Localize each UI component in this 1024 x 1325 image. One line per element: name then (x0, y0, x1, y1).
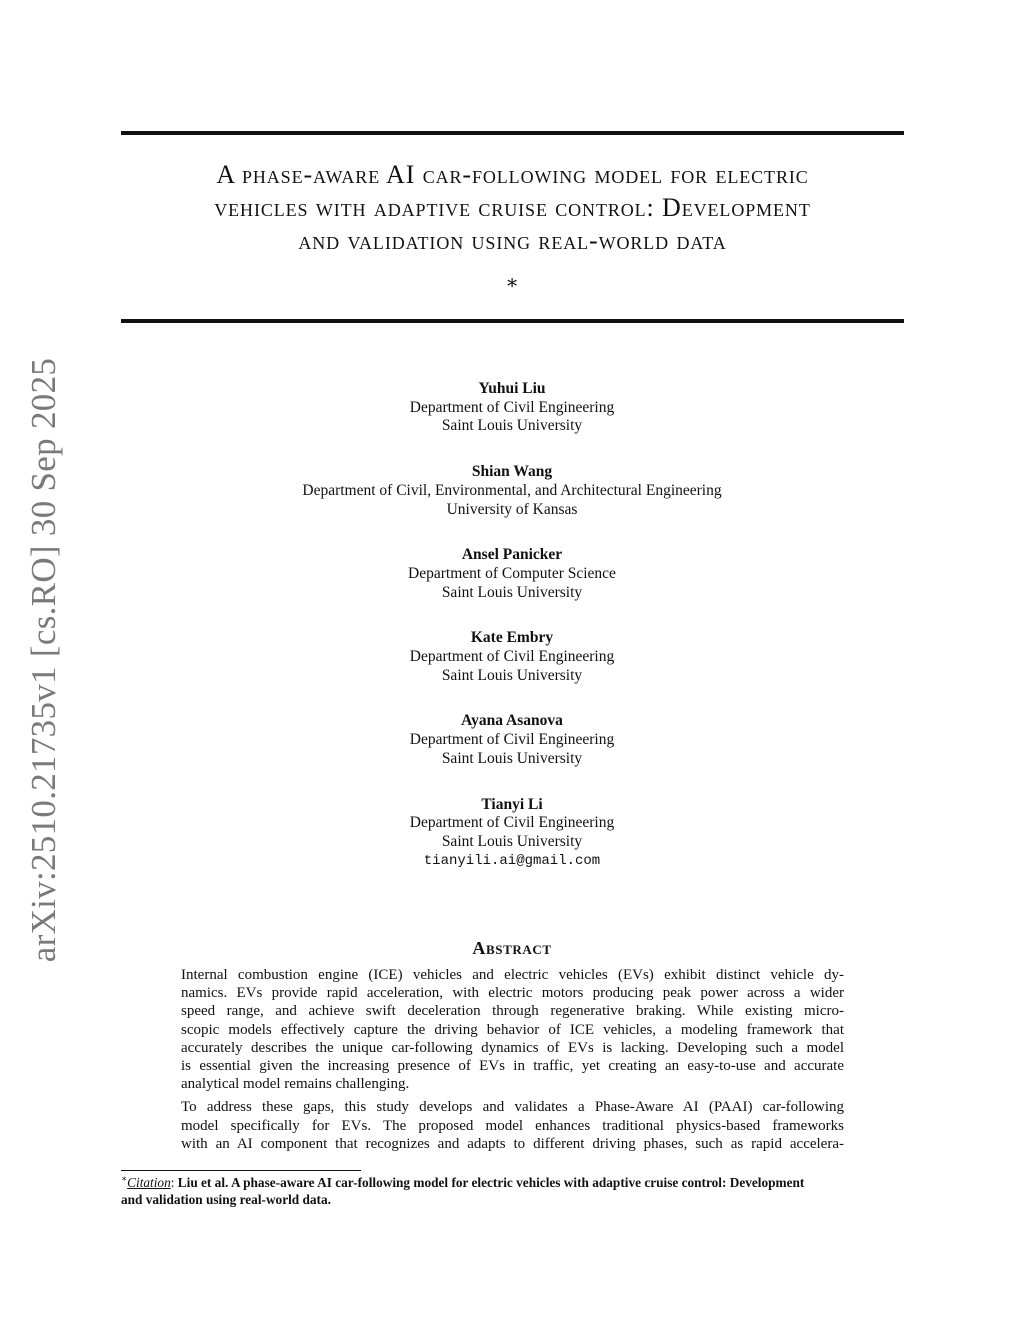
title-line: A phase-aware AI car-following model for electric (216, 160, 809, 189)
author-department: Department of Computer Science (408, 564, 616, 582)
author-block (0, 712, 1024, 768)
footnote-line (121, 1174, 904, 1191)
abstract-line: is essential given the increasing presence of EVs in traffic, yet creating an easy-to-use and accurate (181, 1058, 844, 1075)
author-block (0, 546, 1024, 602)
abstract-line: To address these gaps, this study develops and validates a Phase-Aware AI (PAAI) car-following (181, 1099, 844, 1116)
author-department: Department of Civil Engineering (409, 814, 615, 832)
abstract-line: with an AI component that recognizes and adapts to different driving phases, such as rapid accelera- (181, 1135, 844, 1152)
abstract-line: Internal combustion engine (ICE) vehicles and electric vehicles (EVs) exhibit distinct vehicle dy- (181, 967, 844, 983)
author-list (0, 380, 1024, 897)
footnote-citation-label: Citation (127, 1175, 171, 1190)
author-block (0, 463, 1024, 519)
author-name: Yuhui Liu (478, 380, 546, 397)
abstract-paragraph (181, 1098, 844, 1153)
author-name: Ansel Panicker (461, 546, 563, 564)
author-affiliation: Saint Louis University (441, 583, 583, 601)
abstract-heading: Abstract (472, 938, 552, 958)
footnote-citation-text: Liu et al. A phase-aware AI car-following model for electric vehicles with adaptive cruise control: Development (177, 1175, 805, 1190)
title-top-rule (121, 131, 904, 135)
title-footnote-marker: ∗ (505, 272, 519, 294)
author-name: Shian Wang (471, 463, 553, 481)
title-line: and validation using real-world data (298, 226, 727, 255)
author-affiliation: University of Kansas (446, 500, 578, 518)
footnote-separator: : (170, 1175, 175, 1190)
paper-title (121, 158, 904, 257)
author-email-link[interactable]: tianyili.ai@gmail.com (423, 852, 601, 869)
title-bottom-rule (121, 319, 904, 323)
footnote-rule (121, 1170, 361, 1171)
author-affiliation: Saint Louis University (441, 832, 583, 850)
author-name: Ayana Asanova (461, 712, 563, 730)
abstract-line: accurately describes the unique car-following dynamics of EVs is lacking. Developing such a model (181, 1039, 844, 1056)
author-affiliation: Saint Louis University (441, 749, 583, 767)
author-affiliation: Saint Louis University (441, 666, 583, 684)
author-department: Department of Civil, Environmental, and Architectural Engineering (302, 481, 722, 499)
abstract-line: speed range, and achieve swift deceleration through regenerative braking. While existing micro- (181, 1003, 844, 1020)
author-department: Department of Civil Engineering (409, 648, 615, 666)
author-affiliation: Saint Louis University (441, 417, 583, 435)
author-block (0, 796, 1024, 871)
abstract-line: namics. EVs provide rapid acceleration, with electric motors producing peak power across a wider (181, 985, 844, 1002)
author-department: Department of Civil Engineering (409, 731, 615, 749)
author-block (0, 629, 1024, 685)
abstract-body (181, 966, 844, 1158)
author-block (0, 380, 1024, 436)
footnote-marker: ∗ (121, 1173, 128, 1184)
abstract-line: scopic models effectively capture the driving behavior of ICE vehicles, a modeling framework that (181, 1021, 844, 1038)
abstract-line: analytical model remains challenging. (181, 1076, 410, 1093)
author-name: Tianyi Li (481, 795, 543, 813)
abstract-paragraph (181, 966, 844, 1093)
footnote-citation-text: and validation using real-world data. (121, 1192, 331, 1207)
citation-footnote (121, 1174, 904, 1208)
author-department: Department of Civil Engineering (409, 398, 615, 416)
abstract-line: model specifically for EVs. The proposed model enhances traditional physics-based frameworks (181, 1117, 844, 1134)
author-name: Kate Embry (470, 629, 554, 647)
arxiv-identifier-stamp: arXiv:2510.21735v1 [cs.RO] 30 Sep 2025 (24, 357, 63, 963)
title-line: vehicles with adaptive cruise control: Development (214, 193, 811, 222)
